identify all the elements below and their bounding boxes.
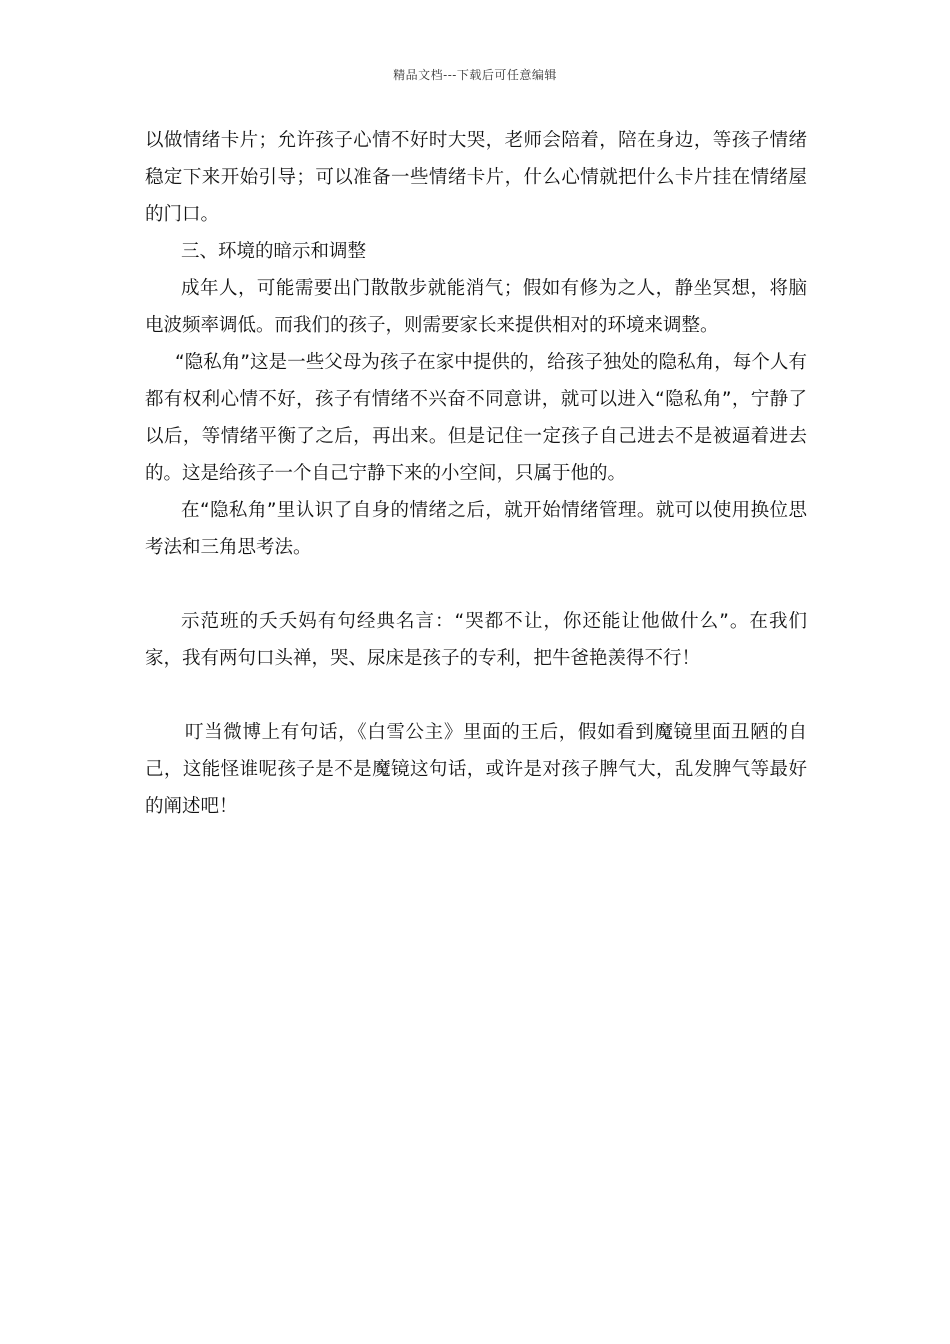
paragraph-gap [145, 677, 807, 714]
paragraph-emotion-cards: 以做情绪卡片；允许孩子心情不好时大哭，老师会陪着，陪在身边，等孩子情绪稳定下来开始引导；可以准备一些情绪卡片，什么心情就把什么卡片挂在情绪屋的门口。 [145, 130, 807, 225]
paragraph-gap [145, 566, 807, 603]
paragraph-emotion-management: 在“隐私角”里认识了自身的情绪之后，就开始情绪管理。就可以使用换位思考法和三角思考法。 [145, 500, 807, 558]
section-heading-environment: 三、环境的暗示和调整 [181, 241, 367, 262]
paragraph-quote: 示范班的夭夭妈有句经典名言：“哭都不让，你还能让他做什么”。在我们家，我有两句口头禅，哭、尿床是孩子的专利，把牛爸艳羡得不行！ [145, 611, 807, 669]
paragraph-weibo: 叮当微博上有句话，《白雪公主》里面的王后，假如看到魔镜里面丑陋的自己，这能怪谁呢孩子是不是魔镜这句话，或许是对孩子脾气大，乱发脾气等最好的阐述吧！ [145, 722, 807, 817]
page-header: 精品文档---下载后可任意编辑 [393, 68, 557, 82]
paragraph-privacy-corner: “隐私角”这是一些父母为孩子在家中提供的，给孩子独处的隐私角，每个人有都有权利心情不好，孩子有情绪不兴奋不同意讲，就可以进入“隐私角”，宁静了以后，等情绪平衡了之后，再出来。但是记住一定孩子自己进去不是被逼着进去的。这是给孩子一个自己宁静下来的小空间，只属于他的。 [145, 352, 807, 484]
paragraph-adults: 成年人，可能需要出门散散步就能消气；假如有修为之人，静坐冥想，将脑电波频率调低。而我们的孩子，则需要家长来提供相对的环境来调整。 [145, 278, 807, 336]
document-body [145, 122, 807, 825]
